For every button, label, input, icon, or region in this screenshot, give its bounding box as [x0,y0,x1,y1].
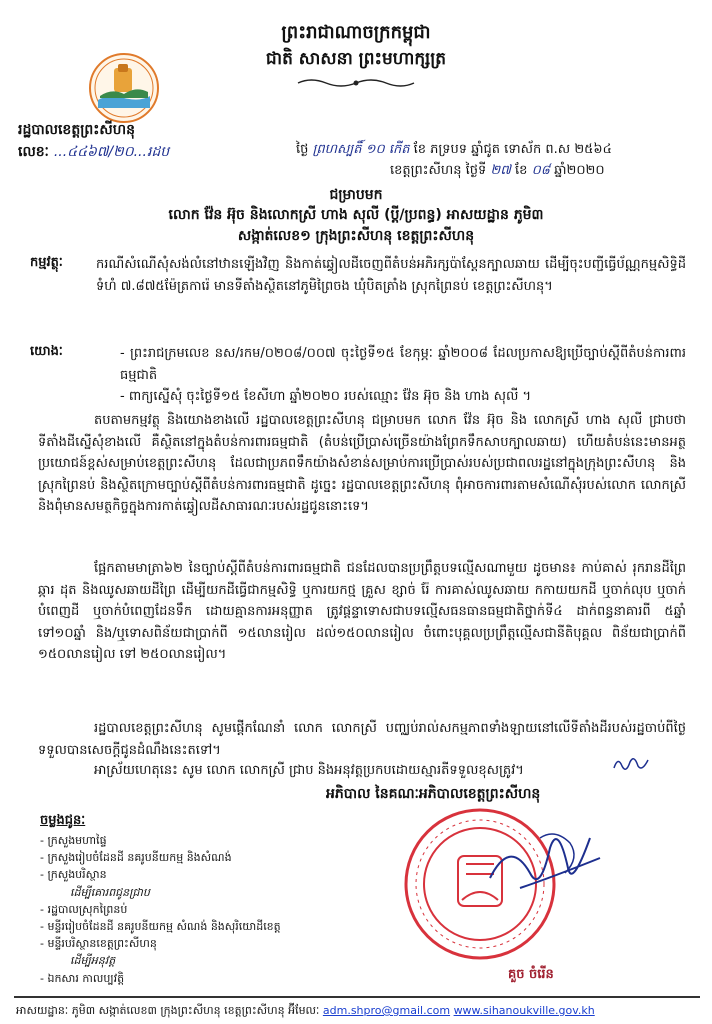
kingdom-title: ព្រះរាជាណាចក្រកម្ពុជា [281,22,431,43]
solar-date [390,162,605,181]
distribution-note: ដើម្បីគោរពជូនជ្រាប [70,885,150,899]
solar-date-year: ឆ្នាំ២០២០ [554,163,605,178]
distribution-item: - មន្ទីររៀបចំដែនដី នគរូបនីយកម្ម សំណង់ និងសុរិយោដីខេត្ត [40,918,281,935]
lunar-date-prefix: ថ្ងៃ [296,142,309,157]
footer-divider [14,996,700,998]
distribution-item: - ក្រសួងបរិស្ថាន [40,866,281,883]
signer-title: អភិបាល នៃគណៈអភិបាលខេត្តព្រះសីហនុ [326,786,541,802]
distribution-item: - រដ្ឋបាលស្រុកព្រៃនប់ [40,901,281,918]
recipient-line-1: លោក វ៉ែន អ៊ុច និងលោកស្រី ហាង សុលី (ប្តី/ប្រពន្ធ) អាសយដ្ឋាន ភូមិ៣ [168,207,544,223]
reference-label: លេខៈ [18,144,49,160]
references-label: យោងៈ [30,344,63,359]
footer-address: អាសយដ្ឋានៈ ភូមិ៣ សង្កាត់លេខ៣ ក្រុងព្រះសីហនុ ខេត្តព្រះសីហនុ អ៊ីមែលៈ [16,1004,320,1017]
subject-label: កម្មវត្ថុៈ [30,255,63,270]
lunar-date-suffix: ខែ ភទ្របទ ឆ្នាំជូត ទោស័ក ព.ស ២៥៦៤ [413,142,612,157]
body-paragraph: រដ្ឋបាលខេត្តព្រះសីហនុ សូមផ្តើកណែនាំ លោក លោកស្រី បញ្ឈប់រាល់សកម្មភាពទាំងឡាយនៅលើទីតាំងដីរបស់រដ្ឋចាប់ពីថ្ងៃទទួលបានសេចក្តីជូនដំណឹងនេះតទៅ។ [38,721,686,758]
ornament-divider [296,76,416,90]
footer-email-link[interactable]: adm.shpro@gmail.com [322,1004,451,1017]
distribution-title: ចម្លងជូនៈ [40,813,86,828]
solar-date-day: ២៧ [490,163,511,178]
national-motto: ជាតិ សាសនា ព្រះមហាក្សត្រ [265,49,447,69]
reference-item: - ព្រះរាជក្រមលេខ នស/រកម/០២០៨/០០៧ ចុះថ្ងៃទី១៥ ខែកុម្ភៈ ឆ្នាំ២០០៨ ដែលប្រកាសឱ្យប្រើច្បាប់ស្តីពីតំបន់ការពារធម្មជាតិ [120,346,686,383]
distribution-item: - ក្រសួងរៀបចំដែនដី នគរូបនីយកម្ម និងសំណង់ [40,849,281,866]
footer-website-link[interactable]: www.sihanoukville.gov.kh [453,1004,595,1017]
references-list [120,343,686,408]
provincial-emblem-logo [88,52,160,124]
lunar-date [296,141,612,160]
reference-item: - ពាក្យស្នើសុំ ចុះថ្ងៃទី១៥ ខែសីហា ឆ្នាំ២០២០ របស់ឈ្មោះ វ៉ែន អ៊ុច និង ហាង សុលី ។ [120,389,532,404]
solar-date-prefix: ខេត្តព្រះសីហនុ ថ្ងៃទី [390,163,487,178]
body-paragraph: តបតាមកម្មវត្ថុ និងយោងខាងលើ រដ្ឋបាលខេត្តព្រះសីហនុ ជម្រាបមក លោក វ៉ែន អ៊ុច និង លោកស្រី ហាង សុលី ជ្រាបថា ទីតាំងដីស្នើសុំខាងលើ គឺស្ថិតនៅក្នុងតំបន់ការពារធម្មជាតិ (តំបន់ប្រើប្រាស់ច្រើនយ៉ាងព្រែកទឹកសាបក្បាលឆាយ) ហើយតំបន់នេះមានអត្ថប្រយោជន៍ខ្ពស់សម្រាប់ខេត្តព្រះសីហនុ ដែលជាប្រភពទឹកយ៉ាងសំខាន់សម្រាប់ការប្រើប្រាស់របស់ប្រជាពលរដ្ឋនៅក្នុងក្រុងព្រះសីហនុ និងស្រុកព្រៃនប់ និងស្ថិតក្រោមច្បាប់ស្តីពីតំបន់ការពារធម្មជាតិ ដូច្នេះ រដ្ឋបាលខេត្តព្រះសីហនុ ពុំអាចការពារតាមសំណើសុំរបស់លោក លោកស្រី និងពុំមានសមត្ថកិច្ចក្នុងការកាត់ឆ្វៀលដីសាធារណៈរបស់រដ្ឋជូននោះទេ។ [38,413,686,514]
subject-text: ករណីសំណើសុំសង់លំនៅឋានឡើងវិញ និងកាត់ឆ្វៀលដីចេញពីតំបន់អភិរក្សប៉ាស្តែនក្បាលឆាយ ដើម្បីចុះបញ្ជីធ្វើប័ណ្ណកម្មសិទ្ធិដីទំហំ ៧.៨៧៥ម៉ែត្រការ៉េ មានទីតាំងស្ថិតនៅភូមិព្រៃចង ឃុំបិតត្រាំង ស្រុកព្រៃនប់ ខេត្តព្រះសីហនុ។ [96,257,686,294]
sender-admin-name: រដ្ឋបាលខេត្តព្រះសីហនុ [18,122,135,138]
distribution-item: - ឯកសារ កាលប្បវត្តិ [40,970,281,987]
closing-paragraph: អាស្រ័យហេតុនេះ សូម លោក លោកស្រី ជ្រាប និងអនុវត្តប្រកបដោយស្មារតីទទួលខុសត្រូវ។ [94,763,524,778]
solar-date-month-label: ខែ [515,163,528,178]
recipient-line-2: សង្កាត់លេខ១ ក្រុងព្រះសីហនុ ខេត្តព្រះសីហនុ [237,228,475,244]
footer-contact [16,1004,595,1020]
distribution-item: - មន្ទីរបរិស្ថានខេត្តព្រះសីហនុ [40,935,281,952]
handwritten-signature [480,818,610,908]
reference-value: ...៤៤៦៧/២០...រដប [53,144,170,160]
distribution-list [40,832,281,987]
signer-name: គួច ចំរើន [508,967,554,982]
handwritten-initials [612,752,652,776]
distribution-item: - ក្រសួងមហាផ្ទៃ [40,832,281,849]
body-paragraph: ផ្អែកតាមមាត្រា៦២ នៃច្បាប់ស្តីពីតំបន់ការពារធម្មជាតិ ជនដែលបានប្រព្រឹត្តបទល្មើសណាមួយ ដូចមាន៖ កាប់គាស់ រុករានដីព្រៃ ឆ្ការ ដុត និងឈូសឆាយដីព្រៃ ដើម្បីយកដីធ្វើជាកម្មសិទ្ធិ ឬការយកថ្ម គ្រួស ខ្សាច់ រ៉ែ ការគាស់ឈូសឆាយ កកាយយកដី ឬចាក់លុប ឬចាក់បំពេញដី ឬចាក់បំពេញដែនទឹក ដោយគ្មានការអនុញ្ញាត ត្រូវផ្តន្ទាទោសជាបទល្មើសធនធានធម្មជាតិថ្នាក់ទី៤ ដាក់ពន្ធនាគារពី ៥ឆ្នាំ ទៅ១០ឆ្នាំ និង/ឬទោសពិន័យជាប្រាក់ពី ១៥លានរៀល ដល់១៥០លានរៀល ចំពោះបុគ្គលប្រព្រឹត្តល្មើសជានីតិបុគ្គល ពិន័យជាប្រាក់ពី ១៥០លានរៀល ទៅ ២៥០លានរៀល។ [38,561,686,662]
salutation: ជម្រាបមក [329,187,383,203]
distribution-note: ដើម្បីអនុវត្ត [70,954,116,968]
reference-number [18,142,169,163]
solar-date-month: ០៨ [531,163,550,178]
lunar-date-handwritten: ព្រហស្បតិ៍ ១០ កើត [312,142,410,157]
